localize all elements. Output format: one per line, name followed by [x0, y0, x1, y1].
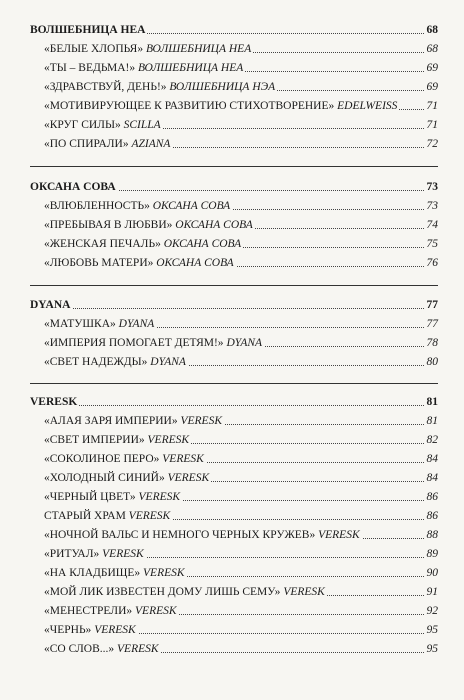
entry-author: ОКСАНА СОВА — [156, 257, 234, 269]
entry-author: ВОЛШЕБНИЦА НЕА — [137, 62, 244, 74]
entry-page: 74 — [426, 219, 438, 231]
entry-author: VERESK — [162, 453, 204, 465]
entry-page: 84 — [426, 472, 438, 484]
toc-entry[interactable] — [30, 447, 438, 466]
entry-author: VERESK — [102, 548, 144, 560]
entry-page: 91 — [426, 586, 438, 598]
entry-title: «НОЧНОЙ ВАЛЬС И НЕМНОГО ЧЕРНЫХ КРУЖЕВ» — [44, 529, 316, 541]
toc-section-heading[interactable] — [30, 175, 438, 194]
entry-page: 89 — [426, 548, 438, 560]
toc-entry[interactable] — [30, 251, 438, 270]
entry-author: ОКСАНА СОВА — [152, 200, 231, 212]
entry-title: «БЕЛЫЕ ХЛОПЬЯ» — [44, 43, 144, 55]
entry-title: «МЕНЕСТРЕЛИ» — [44, 605, 133, 617]
entry-author: DYANA — [150, 356, 186, 368]
toc-entry[interactable] — [30, 485, 438, 504]
entry-author: EDELWEISS — [337, 100, 398, 112]
entry-author: AZIANA — [131, 138, 171, 150]
toc-entry[interactable] — [30, 599, 438, 618]
toc-section-dyana — [30, 293, 438, 369]
entry-page: 69 — [426, 81, 438, 93]
toc-entry[interactable] — [30, 350, 438, 369]
entry-title: «ХОЛОДНЫЙ СИНИЙ» — [44, 472, 165, 484]
toc-entry[interactable] — [30, 75, 438, 94]
section-title: ВОЛШЕБНИЦА НЕА — [30, 24, 146, 36]
toc-entry[interactable] — [30, 466, 438, 485]
entry-title: «ЧЕРНЫЙ ЦВЕТ» — [44, 491, 136, 503]
toc-entry[interactable] — [30, 409, 438, 428]
entry-page: 77 — [426, 318, 438, 330]
entry-title: СТАРЫЙ ХРАМ — [44, 510, 126, 522]
entry-title: «ЗДРАВСТВУЙ, ДЕНЬ!» — [44, 81, 167, 93]
entry-page: 90 — [426, 567, 438, 579]
entry-title: «МАТУШКА» — [44, 318, 116, 330]
toc-section-volshebnitsa-nea — [30, 18, 438, 151]
section-divider — [30, 383, 438, 384]
entry-page: 86 — [426, 510, 438, 522]
entry-author: VERESK — [117, 643, 159, 655]
section-title: ОКСАНА СОВА — [30, 181, 116, 193]
entry-author: VERESK — [283, 586, 325, 598]
entry-author: DYANA — [226, 337, 263, 349]
toc-entry[interactable] — [30, 504, 438, 523]
entry-author: VERESK — [147, 434, 190, 446]
entry-page: 75 — [426, 238, 438, 250]
entry-page: 82 — [426, 434, 438, 446]
entry-title: «ПРЕБЫВАЯ В ЛЮБВИ» — [44, 219, 173, 231]
entry-author: DYANA — [118, 318, 155, 330]
entry-author: ОКСАНА СОВА — [163, 238, 242, 250]
entry-author: VERESK — [94, 624, 136, 636]
entry-title: «ЧЕРНЬ» — [44, 624, 92, 636]
toc-entry[interactable] — [30, 94, 438, 113]
entry-title: «МОТИВИРУЮЩЕЕ К РАЗВИТИЮ СТИХОТВОРЕНИЕ» — [44, 100, 335, 112]
entry-page: 72 — [426, 138, 438, 150]
toc-entry[interactable] — [30, 37, 438, 56]
entry-page: 73 — [426, 200, 438, 212]
entry-page: 78 — [426, 337, 438, 349]
entry-author: VERESK — [318, 529, 360, 541]
section-title: DYANA — [30, 299, 71, 311]
entry-title: «ЛЮБОВЬ МАТЕРИ» — [44, 257, 154, 269]
entry-page: 80 — [426, 356, 438, 368]
toc-entry[interactable] — [30, 580, 438, 599]
entry-author: ВОЛШЕБНИЦА НЕА — [145, 43, 252, 55]
entry-title: «ЖЕНСКАЯ ПЕЧАЛЬ» — [44, 238, 161, 250]
entry-title: «СВЕТ ИМПЕРИИ» — [44, 434, 145, 446]
toc-entry[interactable] — [30, 132, 438, 151]
entry-title: «ВЛЮБЛЕННОСТЬ» — [44, 200, 150, 212]
entry-title: «СВЕТ НАДЕЖДЫ» — [44, 356, 148, 368]
entry-title: «РИТУАЛ» — [44, 548, 100, 560]
toc-section-heading[interactable] — [30, 18, 438, 37]
entry-author: VERESK — [167, 472, 210, 484]
entry-page: 71 — [426, 100, 438, 112]
entry-page: 88 — [426, 529, 438, 541]
toc-entry[interactable] — [30, 213, 438, 232]
entry-author: VERESK — [180, 415, 223, 427]
entry-page: 76 — [426, 257, 438, 269]
entry-page: 95 — [426, 624, 438, 636]
toc-entry[interactable] — [30, 561, 438, 580]
toc-section-oksana-sova — [30, 175, 438, 270]
entry-page: 81 — [426, 415, 438, 427]
toc-entry[interactable] — [30, 523, 438, 542]
entry-author: ОКСАНА СОВА — [175, 219, 253, 231]
toc-entry[interactable] — [30, 312, 438, 331]
entry-title: «КРУГ СИЛЫ» — [44, 119, 121, 131]
entry-page: 92 — [426, 605, 438, 617]
entry-title: «СОКОЛИНОЕ ПЕРО» — [44, 453, 160, 465]
section-title: VERESK — [30, 396, 78, 408]
entry-title: «МОЙ ЛИК ИЗВЕСТЕН ДОМУ ЛИШЬ СЕМУ» — [44, 586, 281, 598]
entry-page: 95 — [426, 643, 438, 655]
toc-entry[interactable] — [30, 428, 438, 447]
entry-page: 68 — [426, 43, 438, 55]
entry-author: ВОЛШЕБНИЦА НЭА — [169, 81, 276, 93]
toc-section-heading[interactable] — [30, 390, 438, 409]
toc-entry[interactable] — [30, 618, 438, 637]
entry-author: VERESK — [128, 510, 171, 522]
entry-title: «АЛАЯ ЗАРЯ ИМПЕРИИ» — [44, 415, 178, 427]
toc-entry[interactable] — [30, 113, 438, 132]
section-divider — [30, 285, 438, 286]
entry-page: 86 — [426, 491, 438, 503]
section-divider — [30, 166, 438, 167]
toc-entry[interactable] — [30, 637, 438, 656]
entry-author: VERESK — [143, 567, 185, 579]
section-page: 81 — [426, 396, 438, 408]
toc-entry[interactable] — [30, 542, 438, 561]
entry-page: 84 — [426, 453, 438, 465]
entry-title: «ТЫ – ВЕДЬМА!» — [44, 62, 136, 74]
entry-title: «ИМПЕРИЯ ПОМОГАЕТ ДЕТЯМ!» — [44, 337, 224, 349]
toc-entry[interactable] — [30, 56, 438, 75]
toc-section-heading[interactable] — [30, 293, 438, 312]
entry-page: 71 — [426, 119, 438, 131]
toc-entry[interactable] — [30, 331, 438, 350]
entry-title: «НА КЛАДБИЩЕ» — [44, 567, 141, 579]
section-page: 73 — [426, 181, 438, 193]
toc-entry[interactable] — [30, 232, 438, 251]
entry-title: «СО СЛОВ...» — [44, 643, 115, 655]
toc-entry[interactable] — [30, 194, 438, 213]
entry-author: VERESK — [135, 605, 177, 617]
entry-page: 69 — [426, 62, 438, 74]
section-page: 77 — [426, 299, 438, 311]
section-page: 68 — [426, 24, 438, 36]
entry-author: SCILLA — [123, 119, 161, 131]
entry-author: VERESK — [138, 491, 181, 503]
toc-section-veresk — [30, 390, 438, 656]
entry-title: «ПО СПИРАЛИ» — [44, 138, 129, 150]
